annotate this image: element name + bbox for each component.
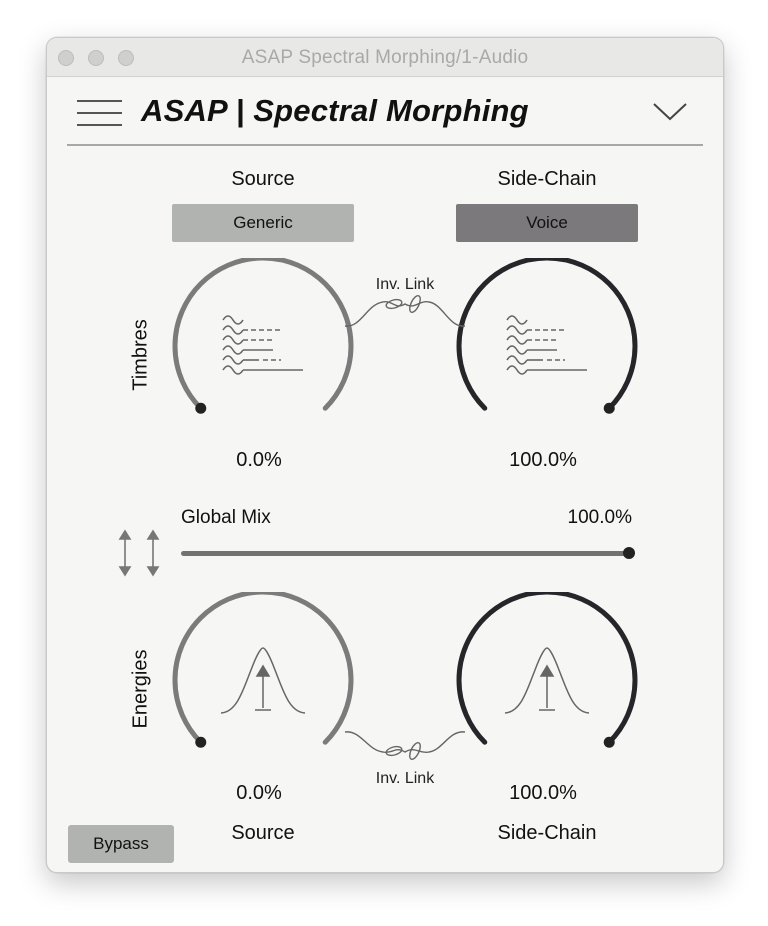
- energies-label: Energies: [129, 649, 152, 729]
- timbre-spectrum-icon: [223, 316, 303, 374]
- timbres-link-icon[interactable]: [343, 288, 467, 334]
- timbre-spectrum-icon: [507, 316, 587, 374]
- global-mix-slider[interactable]: [181, 549, 629, 557]
- energies-source-knob[interactable]: [171, 592, 355, 762]
- global-mix-slider-track: [181, 551, 629, 556]
- energy-bell-curve-icon: [505, 648, 589, 713]
- knob-indicator-dot: [604, 403, 615, 414]
- timbres-source-value: 0.0%: [236, 449, 282, 471]
- source-footer-label: Source: [231, 822, 295, 844]
- knob-indicator-dot: [604, 737, 615, 748]
- global-mix-value: 100.0%: [567, 507, 632, 528]
- energies-source-value: 0.0%: [236, 782, 282, 804]
- global-mix-label: Global Mix: [181, 507, 271, 528]
- global-mix-slider-thumb[interactable]: [623, 547, 635, 559]
- knob-arc: [459, 258, 635, 408]
- title-bar: [47, 38, 723, 77]
- page-title: ASAP | Spectral Morphing: [141, 93, 529, 128]
- plugin-window: [46, 37, 724, 873]
- timbres-inv-link-label: Inv. Link: [375, 276, 435, 293]
- chevron-down-icon[interactable]: [653, 102, 687, 122]
- window-title: ASAP Spectral Morphing/1-Audio: [241, 47, 529, 68]
- source-column-label: Source: [231, 168, 295, 190]
- knob-indicator-dot: [195, 737, 206, 748]
- sidechain-type-button[interactable]: Voice: [456, 204, 638, 242]
- source-type-button[interactable]: Generic: [172, 204, 354, 242]
- bypass-button[interactable]: Bypass: [68, 825, 174, 863]
- energies-sidechain-value: 100.0%: [509, 782, 577, 804]
- menu-icon[interactable]: [77, 100, 122, 126]
- header-divider: [67, 144, 703, 146]
- timbres-label: Timbres: [129, 319, 152, 391]
- sidechain-footer-label: Side-Chain: [497, 822, 597, 844]
- knob-indicator-dot: [195, 403, 206, 414]
- energy-bell-curve-icon: [221, 648, 305, 713]
- vertical-arrows-icon: [117, 529, 161, 577]
- knob-arc: [175, 258, 351, 408]
- energies-sidechain-knob[interactable]: [455, 592, 639, 762]
- energies-link-icon[interactable]: [343, 728, 467, 768]
- timbres-sidechain-knob[interactable]: [455, 258, 639, 428]
- sidechain-column-label: Side-Chain: [497, 168, 597, 190]
- energies-inv-link-label: Inv. Link: [375, 770, 435, 787]
- timbres-sidechain-value: 100.0%: [509, 449, 577, 471]
- timbres-source-knob[interactable]: [171, 258, 355, 428]
